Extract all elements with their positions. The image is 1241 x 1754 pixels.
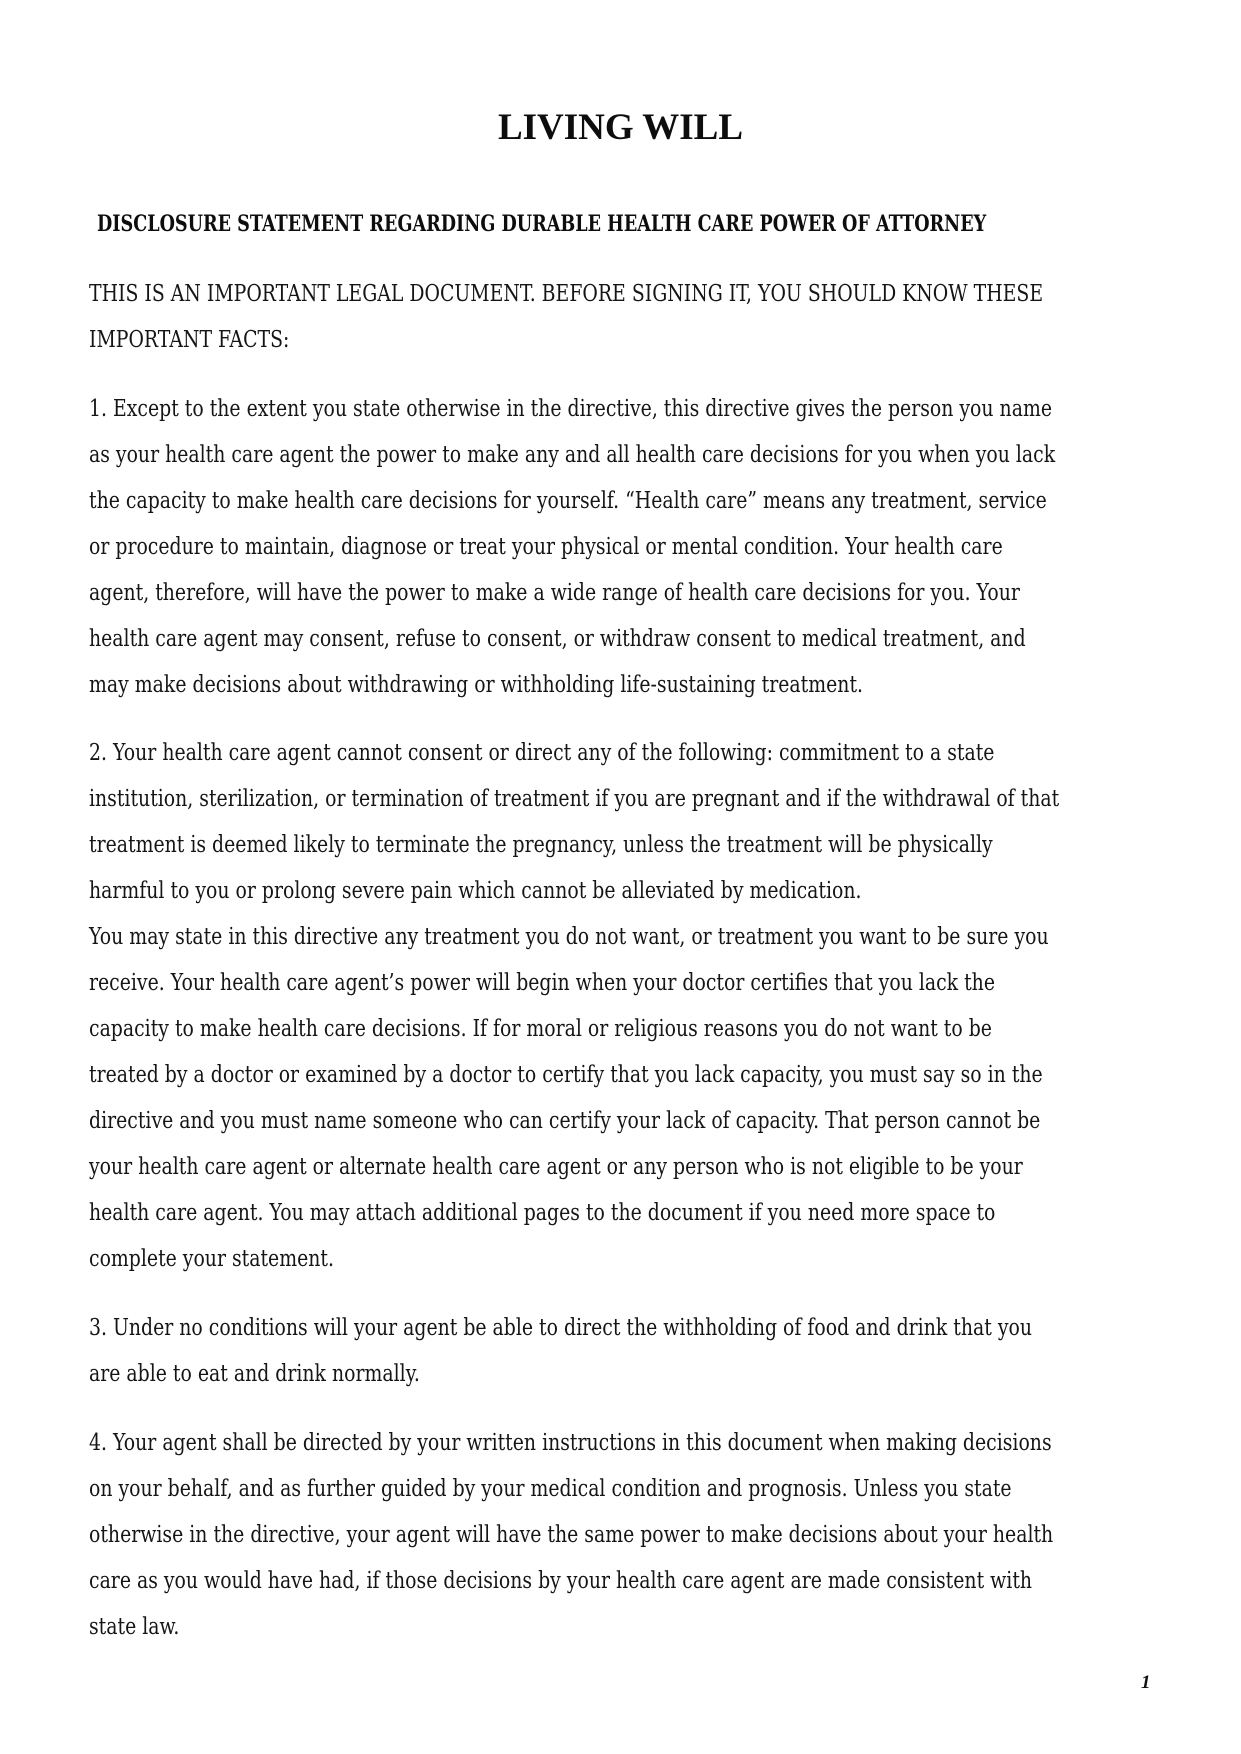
paragraph-line: your health care agent or alternate health care agent or any person who is not eligible to be your bbox=[89, 1154, 1023, 1180]
paragraph-line: complete your statement. bbox=[89, 1246, 334, 1272]
paragraph-line: treated by a doctor or examined by a doctor to certify that you lack capacity, you must say so in the bbox=[89, 1062, 1043, 1088]
paragraph-line: harmful to you or prolong severe pain which cannot be alleviated by medication. bbox=[89, 878, 862, 904]
paragraph-line: 4. Your agent shall be directed by your written instructions in this document when making decisions bbox=[89, 1430, 1052, 1456]
paragraph-line: 1. Except to the extent you state otherwise in the directive, this directive gives the person you name bbox=[89, 396, 1053, 422]
paragraph-line: care as you would have had, if those decisions by your health care agent are made consistent with bbox=[89, 1568, 1033, 1594]
paragraph-line: treatment is deemed likely to terminate the pregnancy, unless the treatment will be physically bbox=[89, 832, 993, 858]
paragraph-line: may make decisions about withdrawing or withholding life-sustaining treatment. bbox=[89, 672, 864, 698]
paragraph-line: or procedure to maintain, diagnose or treat your physical or mental condition. Your health care bbox=[89, 534, 1003, 560]
paragraph-line: are able to eat and drink normally. bbox=[89, 1361, 420, 1387]
disclosure-heading: DISCLOSURE STATEMENT REGARDING DURABLE HEALTH CARE POWER OF ATTORNEY bbox=[97, 211, 987, 237]
paragraph-line: as your health care agent the power to make any and all health care decisions for you when you lack bbox=[89, 442, 1056, 468]
paragraph-line: on your behalf, and as further guided by your medical condition and prognosis. Unless you state bbox=[89, 1476, 1012, 1502]
document-title: LIVING WILL bbox=[497, 107, 744, 148]
paragraph-line: state law. bbox=[89, 1614, 180, 1640]
paragraph-line: 2. Your health care agent cannot consent or direct any of the following: commitment to a state bbox=[89, 740, 995, 766]
paragraph-line: receive. Your health care agent’s power will begin when your doctor certifies that you lack the bbox=[89, 970, 995, 996]
paragraph-line: You may state in this directive any treatment you do not want, or treatment you want to be sure you bbox=[89, 924, 1049, 950]
intro-line: IMPORTANT FACTS: bbox=[89, 327, 290, 353]
paragraph-line: capacity to make health care decisions. If for moral or religious reasons you do not want to be bbox=[89, 1016, 992, 1042]
intro-line: THIS IS AN IMPORTANT LEGAL DOCUMENT. BEFORE SIGNING IT, YOU SHOULD KNOW THESE bbox=[89, 281, 1044, 307]
paragraph-line: institution, sterilization, or termination of treatment if you are pregnant and if the withdrawal of that bbox=[89, 786, 1060, 812]
paragraph-line: health care agent may consent, refuse to consent, or withdraw consent to medical treatment, and bbox=[89, 626, 1026, 652]
paragraph-line: directive and you must name someone who can certify your lack of capacity. That person cannot be bbox=[89, 1108, 1041, 1134]
paragraph-line: the capacity to make health care decisions for yourself. “Health care” means any treatment, service bbox=[89, 488, 1047, 514]
page-number: 1 bbox=[1141, 1672, 1151, 1693]
paragraph-line: health care agent. You may attach additional pages to the document if you need more space to bbox=[89, 1200, 996, 1226]
paragraph-line: otherwise in the directive, your agent will have the same power to make decisions about your health bbox=[89, 1522, 1054, 1548]
paragraph-line: agent, therefore, will have the power to make a wide range of health care decisions for you. Your bbox=[89, 580, 1020, 606]
paragraph-line: 3. Under no conditions will your agent be able to direct the withholding of food and drink that you bbox=[89, 1315, 1032, 1341]
